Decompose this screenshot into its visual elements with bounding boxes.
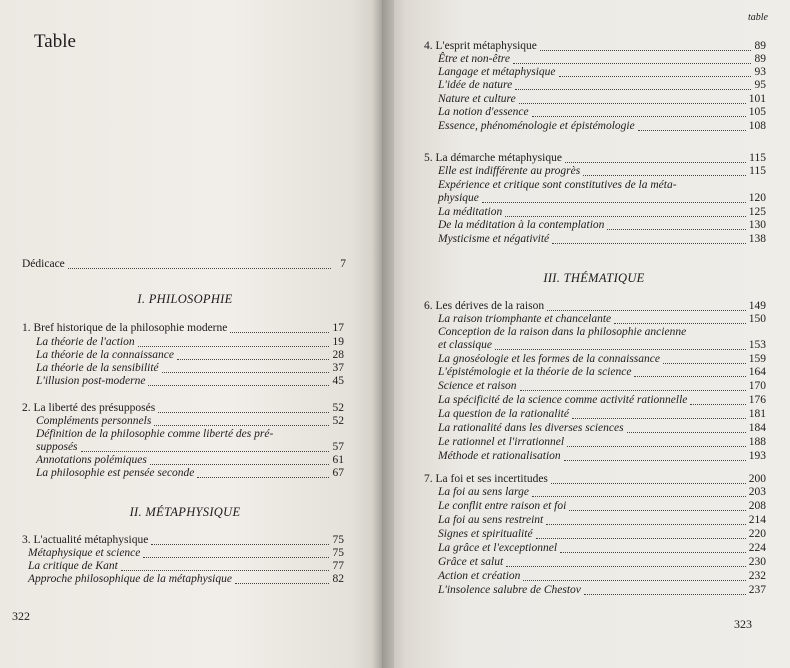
toc-subentry: L'idée de nature 95 <box>438 79 766 91</box>
toc-subentry: La critique de Kant 77 <box>28 560 344 572</box>
chapter-entry: 5. La démarche métaphysique 115 <box>424 152 766 164</box>
toc-subentry: Science et raison 170 <box>438 380 766 392</box>
chapter-entry: 6. Les dérives de la raison 149 <box>424 300 766 312</box>
toc-subentry: La gnoséologie et les formes de la connaissance 159 <box>438 353 766 365</box>
toc-subentry: La théorie de l'action 19 <box>36 336 344 348</box>
chapter-entry: 4. L'esprit métaphysique 89 <box>424 40 766 52</box>
right-page <box>382 0 790 668</box>
toc-subentry: Le conflit entre raison et foi 208 <box>438 500 766 512</box>
toc-subentry: Méthode et rationalisation 193 <box>438 450 766 462</box>
left-page <box>0 0 382 668</box>
toc-subentry-line: Conception de la raison dans la philosophie ancienne <box>438 326 687 338</box>
toc-subentry: La raison triomphante et chancelante 150 <box>438 313 766 325</box>
part-heading-thematique: III. THÉMATIQUE <box>543 271 645 285</box>
running-header: table <box>748 12 768 23</box>
toc-subentry: Être et non-être 89 <box>438 53 766 65</box>
toc-subentry: Elle est indifférente au progrès 115 <box>438 165 766 177</box>
toc-entry-dedicace: Dédicace 7 <box>22 258 346 270</box>
toc-subentry: L'illusion post-moderne 45 <box>36 375 344 387</box>
toc-subentry: Métaphysique et science 75 <box>28 547 344 559</box>
chapter-entry: 3. L'actualité métaphysique 75 <box>22 534 344 546</box>
chapter-entry: 2. La liberté des présupposés 52 <box>22 402 344 414</box>
toc-subentry: La spécificité de la science comme activité rationnelle 176 <box>438 394 766 406</box>
toc-subentry: La méditation 125 <box>438 206 766 218</box>
toc-subentry: Essence, phénoménologie et épistémologie 108 <box>438 120 766 132</box>
toc-subentry: et classique 153 <box>438 339 766 351</box>
page-number-left: 322 <box>12 609 30 623</box>
chapter-entry: 1. Bref historique de la philosophie moderne 17 <box>22 322 344 334</box>
toc-subentry: La question de la rationalité 181 <box>438 408 766 420</box>
part-heading-philosophie: I. PHILOSOPHIE <box>137 292 233 306</box>
toc-subentry: La théorie de la connaissance 28 <box>36 349 344 361</box>
toc-subentry: Langage et métaphysique 93 <box>438 66 766 78</box>
part-heading-metaphysique: II. MÉTAPHYSIQUE <box>129 505 241 519</box>
page-title: Table <box>34 31 76 52</box>
chapter-entry: 7. La foi et ses incertitudes 200 <box>424 473 766 485</box>
toc-subentry: Signes et spiritualité 220 <box>438 528 766 540</box>
toc-subentry: La théorie de la sensibilité 37 <box>36 362 344 374</box>
toc-subentry: La grâce et l'exceptionnel 224 <box>438 542 766 554</box>
toc-subentry: Mysticisme et négativité 138 <box>438 233 766 245</box>
toc-subentry: Annotations polémiques 61 <box>36 454 344 466</box>
toc-subentry: supposés 57 <box>36 441 344 453</box>
toc-subentry: La notion d'essence 105 <box>438 106 766 118</box>
toc-subentry: Approche philosophique de la métaphysique 82 <box>28 573 344 585</box>
toc-subentry: Action et création 232 <box>438 570 766 582</box>
toc-subentry: physique 120 <box>438 192 766 204</box>
toc-subentry: Compléments personnels 52 <box>36 415 344 427</box>
toc-subentry-line: Expérience et critique sont constitutives de la méta- <box>438 179 677 191</box>
toc-subentry: La foi au sens restreint 214 <box>438 514 766 526</box>
toc-subentry: L'insolence salubre de Chestov 237 <box>438 584 766 596</box>
toc-subentry-line: Définition de la philosophie comme liberté des pré- <box>36 428 274 440</box>
page-number-right: 323 <box>734 617 752 631</box>
book-gutter <box>372 0 394 668</box>
toc-subentry: Le rationnel et l'irrationnel 188 <box>438 436 766 448</box>
toc-subentry: Nature et culture 101 <box>438 93 766 105</box>
toc-subentry: De la méditation à la contemplation 130 <box>438 219 766 231</box>
toc-subentry: La philosophie est pensée seconde 67 <box>36 467 344 479</box>
toc-subentry: L'épistémologie et la théorie de la science 164 <box>438 366 766 378</box>
toc-subentry: La rationalité dans les diverses sciences 184 <box>438 422 766 434</box>
toc-subentry: La foi au sens large 203 <box>438 486 766 498</box>
toc-subentry: Grâce et salut 230 <box>438 556 766 568</box>
